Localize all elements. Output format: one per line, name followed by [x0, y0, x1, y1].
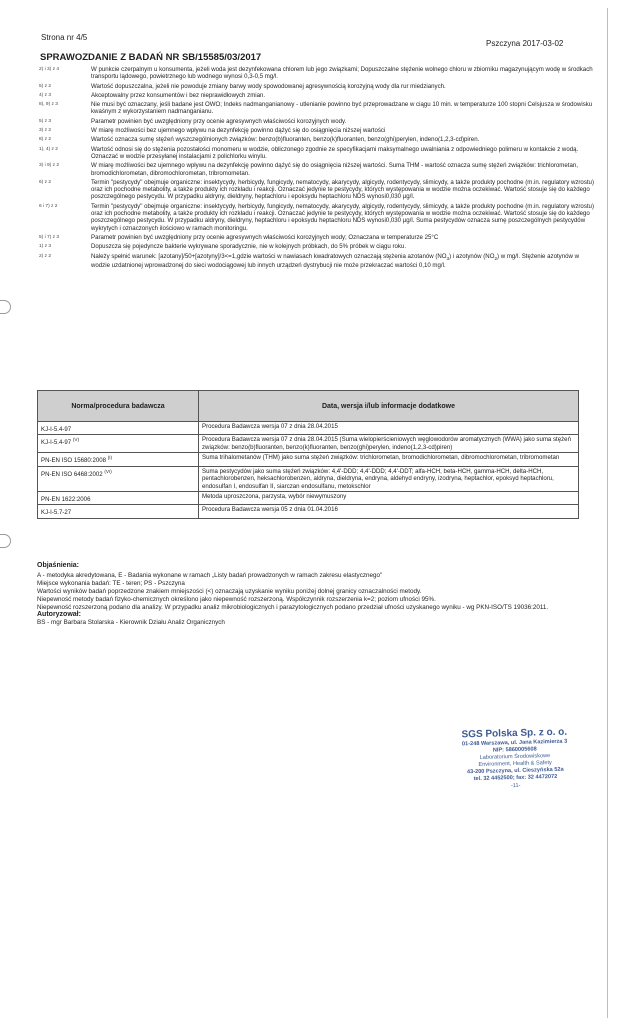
info-cell: Procedura Badawcza wersja 05 z dnia 01.04.2016: [199, 505, 579, 518]
footnote-text: W miarę możliwości bez ujemnego wpływu na dezynfekcję powinno dążyć się do osiągnięcia niższej wartości: [91, 127, 386, 135]
footnote-text: ) w mg/l. Stężenie azotynów w wodzie uzdatnionej wprowadzonej do sieci wodociągowej lub innych urządzeń dystrybucji nie może przekraczać wartości 0,10 mg/l.: [91, 252, 579, 270]
authorized-heading: Autoryzował:: [37, 611, 81, 619]
explanation-line: A - metodyka akredytowana, E - Badania wykonane w ramach „Listy badań prowadzonych w ramach zakresu elastycznego": [37, 571, 383, 579]
table-row: [38, 466, 579, 491]
footnote-marker: 2) z 2: [39, 253, 51, 259]
stamp-code: -11-: [510, 782, 521, 789]
norm-code: PN-EN 1622:2006: [41, 495, 91, 503]
table-row: [38, 491, 579, 504]
footnotes-section: [39, 66, 599, 271]
norm-cell: [38, 435, 199, 453]
footnote-marker: 1) z 3: [39, 244, 51, 250]
footnote-text: W miarę możliwości bez ujemnego wpływu na dezynfekcję powinno dążyć się do osiągnięcia niższej wartości. Suma THM - wartość oznacza sumę stężeń związków: trichlorometan, bromodichlorometan, dibromochlorometan, tribromometan.: [91, 162, 578, 177]
footnote-text: Akceptowalny przez konsumentów i bez nieprawidłowych zmian.: [91, 91, 266, 99]
stamp-phone: tel. 32 4452500; fax: 32 4472072: [473, 774, 558, 783]
footnote-marker: 5) z 3: [39, 118, 51, 124]
subscript: 3: [446, 255, 450, 261]
page-number: Strona nr 4/5: [41, 33, 88, 42]
norm-cell: [38, 466, 199, 491]
table-row: [38, 453, 579, 466]
info-cell: Procedura Badawcza wersja 07 z dnia 28.04.2015: [199, 422, 579, 435]
footnote-text: Parametr powinien być uwzględniony przy ocenie agresywnych właściwości korozyjnych wody.: [91, 117, 347, 125]
footnote-marker: 2) i 3) z 4: [39, 67, 59, 72]
footnote: [39, 92, 599, 99]
stamp-nip: NIP: 5860005608: [492, 746, 537, 754]
explanation-line: Wartości wyników badań poprzedzone znakiem mniejszości (<) oznaczają uzyskanie wyniku poniżej dolnej granicy oznaczalności metody.: [37, 587, 422, 595]
footnote-marker: 1), 4) z 2: [39, 146, 58, 152]
column-header: Data, wersja i/lub informacje dodatkowe: [199, 391, 579, 422]
company-stamp: [434, 726, 596, 792]
footnote-text: Dopuszcza się pojedyncze bakterie wykrywane sporadycznie, nie w kolejnych próbkach, do 5% próbek w ciągu roku.: [91, 243, 407, 251]
column-header: Norma/procedura badawcza: [38, 391, 199, 422]
explanations-section: [37, 562, 597, 627]
footnote-marker: 3) z 2: [39, 128, 51, 134]
table-row: [38, 505, 579, 518]
footnote: [39, 203, 599, 232]
punch-hole: [0, 534, 11, 548]
footnote-marker: 5) z 2: [39, 83, 51, 89]
norm-code: PN-EN ISO 6468:2002: [41, 470, 103, 478]
norm-cell: [38, 491, 199, 504]
footnote: [39, 118, 599, 125]
norm-cell: [38, 422, 199, 435]
footnote: [39, 66, 599, 81]
subscript: 2: [494, 255, 498, 261]
norm-superscript: (VI): [104, 468, 112, 474]
norm-cell: [38, 505, 199, 518]
footnote-text: Należy spełnić warunek: [azotany]/50+[azotyny]/3<=1,gdzie wartości w nawiasach kwadratowych oznaczają stężenia azotanów (NO: [91, 252, 447, 260]
norm-superscript: (V): [72, 437, 79, 443]
footnote-text: Termin "pestycydy" obejmuje organiczne: insektycydy, herbicydy, fungicydy, nematocydy, akarycydy, algicydy, rodentycydy, slimicydy, a także produkty pochodne (m.in. regulatory wzrostu) oraz ich pochodne metabolity, a także produkty ich rozkładu i reakcji. Oznaczać jedynie te pestycydy, których występowania w wodzie można oczekiwać. Wartość stosuje się do każdego poszczególnego pestycydu. W przypadku aldryny, dieldryny, heptachloru i epoksydu heptachloru NDS wynosi0,030 µg/l. Suma pestycydów oznacza sumę poszczególnych pestycydów wykrytych i oznaczonych ilościowo w ramach monitoringu.: [91, 202, 594, 232]
norm-cell: [38, 453, 199, 466]
footnote-text: Wartość odnosi się do stężenia pozostałości monomeru w wodzie, obliczonego zgodnie ze specyfikacjami maksymalnego uwalniania z odpowiedniego polimeru w kontakcie z wodą. Oznaczać w wodzie przesyłanej instalacjami z polichlorku winylu.: [91, 145, 579, 160]
norm-code: KJ-I-5.4-97: [41, 426, 72, 434]
footnote: [39, 101, 599, 116]
stamp-lab-en: Environment, Health & Safety: [478, 760, 552, 769]
footnote-marker: 5) i 7) z 3: [39, 234, 59, 240]
table-row: [38, 422, 579, 435]
stamp-company: SGS Polska Sp. z o. o.: [461, 726, 568, 741]
norm-code: KJ-I-5.4-97: [41, 439, 72, 447]
norm-code: PN-EN ISO 15680:2008: [41, 457, 107, 465]
footnote: [39, 136, 599, 143]
footnote-marker: 4) z 3: [39, 92, 51, 98]
explanation-line: Miejsce wykonania badań: TE - teren; PS - Pszczyna: [37, 579, 185, 587]
punch-hole: [0, 300, 11, 314]
footnote-text: Termin "pestycydy" obejmuje organiczne: insektycydy, herbicydy, fungicydy, nematocydy, akarycydy, algicydy, rodentycydy, slimicydy, a także produkty pochodne (m.in. regulatory wzrostu) oraz ich pochodne metabolity, a także produkty ich rozkładu i reakcji. Oznaczać jedynie te pestycydy, których występowania w wodzie można oczekiwać. Wartość stosuje się do każdego poszczególnego pestycydu. W przypadku aldryny, dieldryny, heptachloru i epoksydu heptachloru NDS wynosi0,030 µg/l.: [91, 178, 594, 201]
info-cell: Procedura Badawcza wersja 07 z dnia 28.04.2015 (Suma wielopierścieniowych węglowodorów aromatycznych (WWA) jako suma stężeń związków: benzo(b)fluoranten, benzo(k)fluoranten, benzo(ghi)perylen, indeno(1,2,3-cd)piren): [199, 435, 579, 453]
footnote: [39, 127, 599, 134]
info-cell: Metoda uproszczona, parzysta, wybór niewymuszony: [199, 491, 579, 504]
stamp-address-2: 43-200 Pszczyna, ul. Cieszyńska 52a: [466, 767, 564, 776]
footnote-text: Nie musi być oznaczany, jeśli badane jest OWO; Indeks nadmanganianowy - utlenianie powinno być przeprowadzane w ciągu 10 min. w temperaturze 100 stopni Celsjusza w środowisku kwaśnym z wykorzystaniem nadmanganianu.: [91, 101, 593, 116]
stamp-address: 01-248 Warszawa, ul. Jana Kazimierza 3: [461, 738, 568, 748]
footnote-text: ) i azotynów (NO: [449, 252, 495, 260]
report-title: SPRAWOZDANIE Z BADAŃ NR SB/15585/03/2017: [40, 52, 262, 63]
explanations-heading: Objaśnienia:: [37, 562, 80, 569]
info-cell: Suma pestycydów jako suma stężeń związków: 4,4'-DDD; 4,4'-DDD; 4,4'-DDT; alfa-HCH, beta-HCH, gamma-HCH, delta-HCH, pentachlorobenzen, heksachlorobenzen, aldryna, dieldryna, endryna, aldehyd endryny, izodryna, heptachlor, epoksyd heptachloru, endosulfan I, endosulfan II, siarczan endosulfanu, metokschlor: [199, 466, 579, 491]
footnote: [39, 162, 599, 177]
table-row: [38, 435, 579, 453]
footnote-marker: 8) z 2: [39, 137, 51, 143]
explanation-line: Niepewność rozszerzoną podano dla analizy. W przypadku analiz mikrobiologicznych i parazytologicznych podano przedział ufności uzyskanego wyniku - wg PKN-ISO/TS 19036:2011.: [37, 603, 549, 611]
footnote-text: Parametr powinien być uwzględniony przy ocenie agresywnych właściwości korozyjnych wody; Oznaczana w temperaturze 25°C: [91, 233, 439, 241]
info-cell: Suma trihalometanów (THM) jako suma stężeń związków: trichlorometan, bromodichlorometan, dibromochlorometan, tribromometan: [199, 453, 579, 466]
footnote: [39, 83, 599, 90]
footnote-text: Wartość dopuszczalna, jeżeli nie powoduje zmiany barwy wody spowodowanej agresywnością korozyjną wody dla rur miedzianych.: [91, 82, 446, 90]
authorized-by: BS - mgr Barbara Stolarska - Kierownik Działu Analiz Organicznych: [37, 619, 225, 627]
norm-code: KJ-I-5.7-27: [41, 509, 72, 517]
footnote: [39, 179, 599, 201]
footnote-text: Wartość oznacza sumę stężeń wyszczególnionych związków: benzo(b)fluoranten, benzo(k)fluoranten, benzo(ghi)perylen, indeno(1,2,3-cd)piren.: [91, 136, 480, 144]
footnote-marker: 6 i 7) z 2: [39, 203, 58, 209]
footnote: [39, 146, 599, 161]
footnote: [39, 234, 599, 241]
footnote: [39, 243, 599, 250]
footnote: [39, 253, 599, 270]
standards-table: [37, 390, 579, 519]
stamp-lab: Laboratorium Środowiskowe: [479, 753, 551, 762]
explanation-line: Niepewność metody badań fizyko-chemicznych określono jako niepewność rozszerzoną. Współczynnik rozszerzenia k=2; poziom ufności 95%.: [37, 595, 436, 603]
place-date: Pszczyna 2017-03-02: [486, 39, 564, 48]
footnote-text: W punkcie czerpalnym u konsumenta, jeżeli woda jest dezynfekowana chlorem lub jego związkami; Dopuszczalne stężenie wolnego chloru w zbiorniku magazynującym wodę w środkach transportu lądowego, powietrznego lub wodnego wynosi 0,3-0,5 mg/l.: [91, 66, 593, 81]
footnote-marker: 8), 9) z 3: [39, 102, 58, 108]
footnote-marker: 3) i 9) z 2: [39, 163, 59, 169]
norm-superscript: (I): [107, 455, 113, 461]
footnote-marker: 6) z 2: [39, 179, 51, 185]
